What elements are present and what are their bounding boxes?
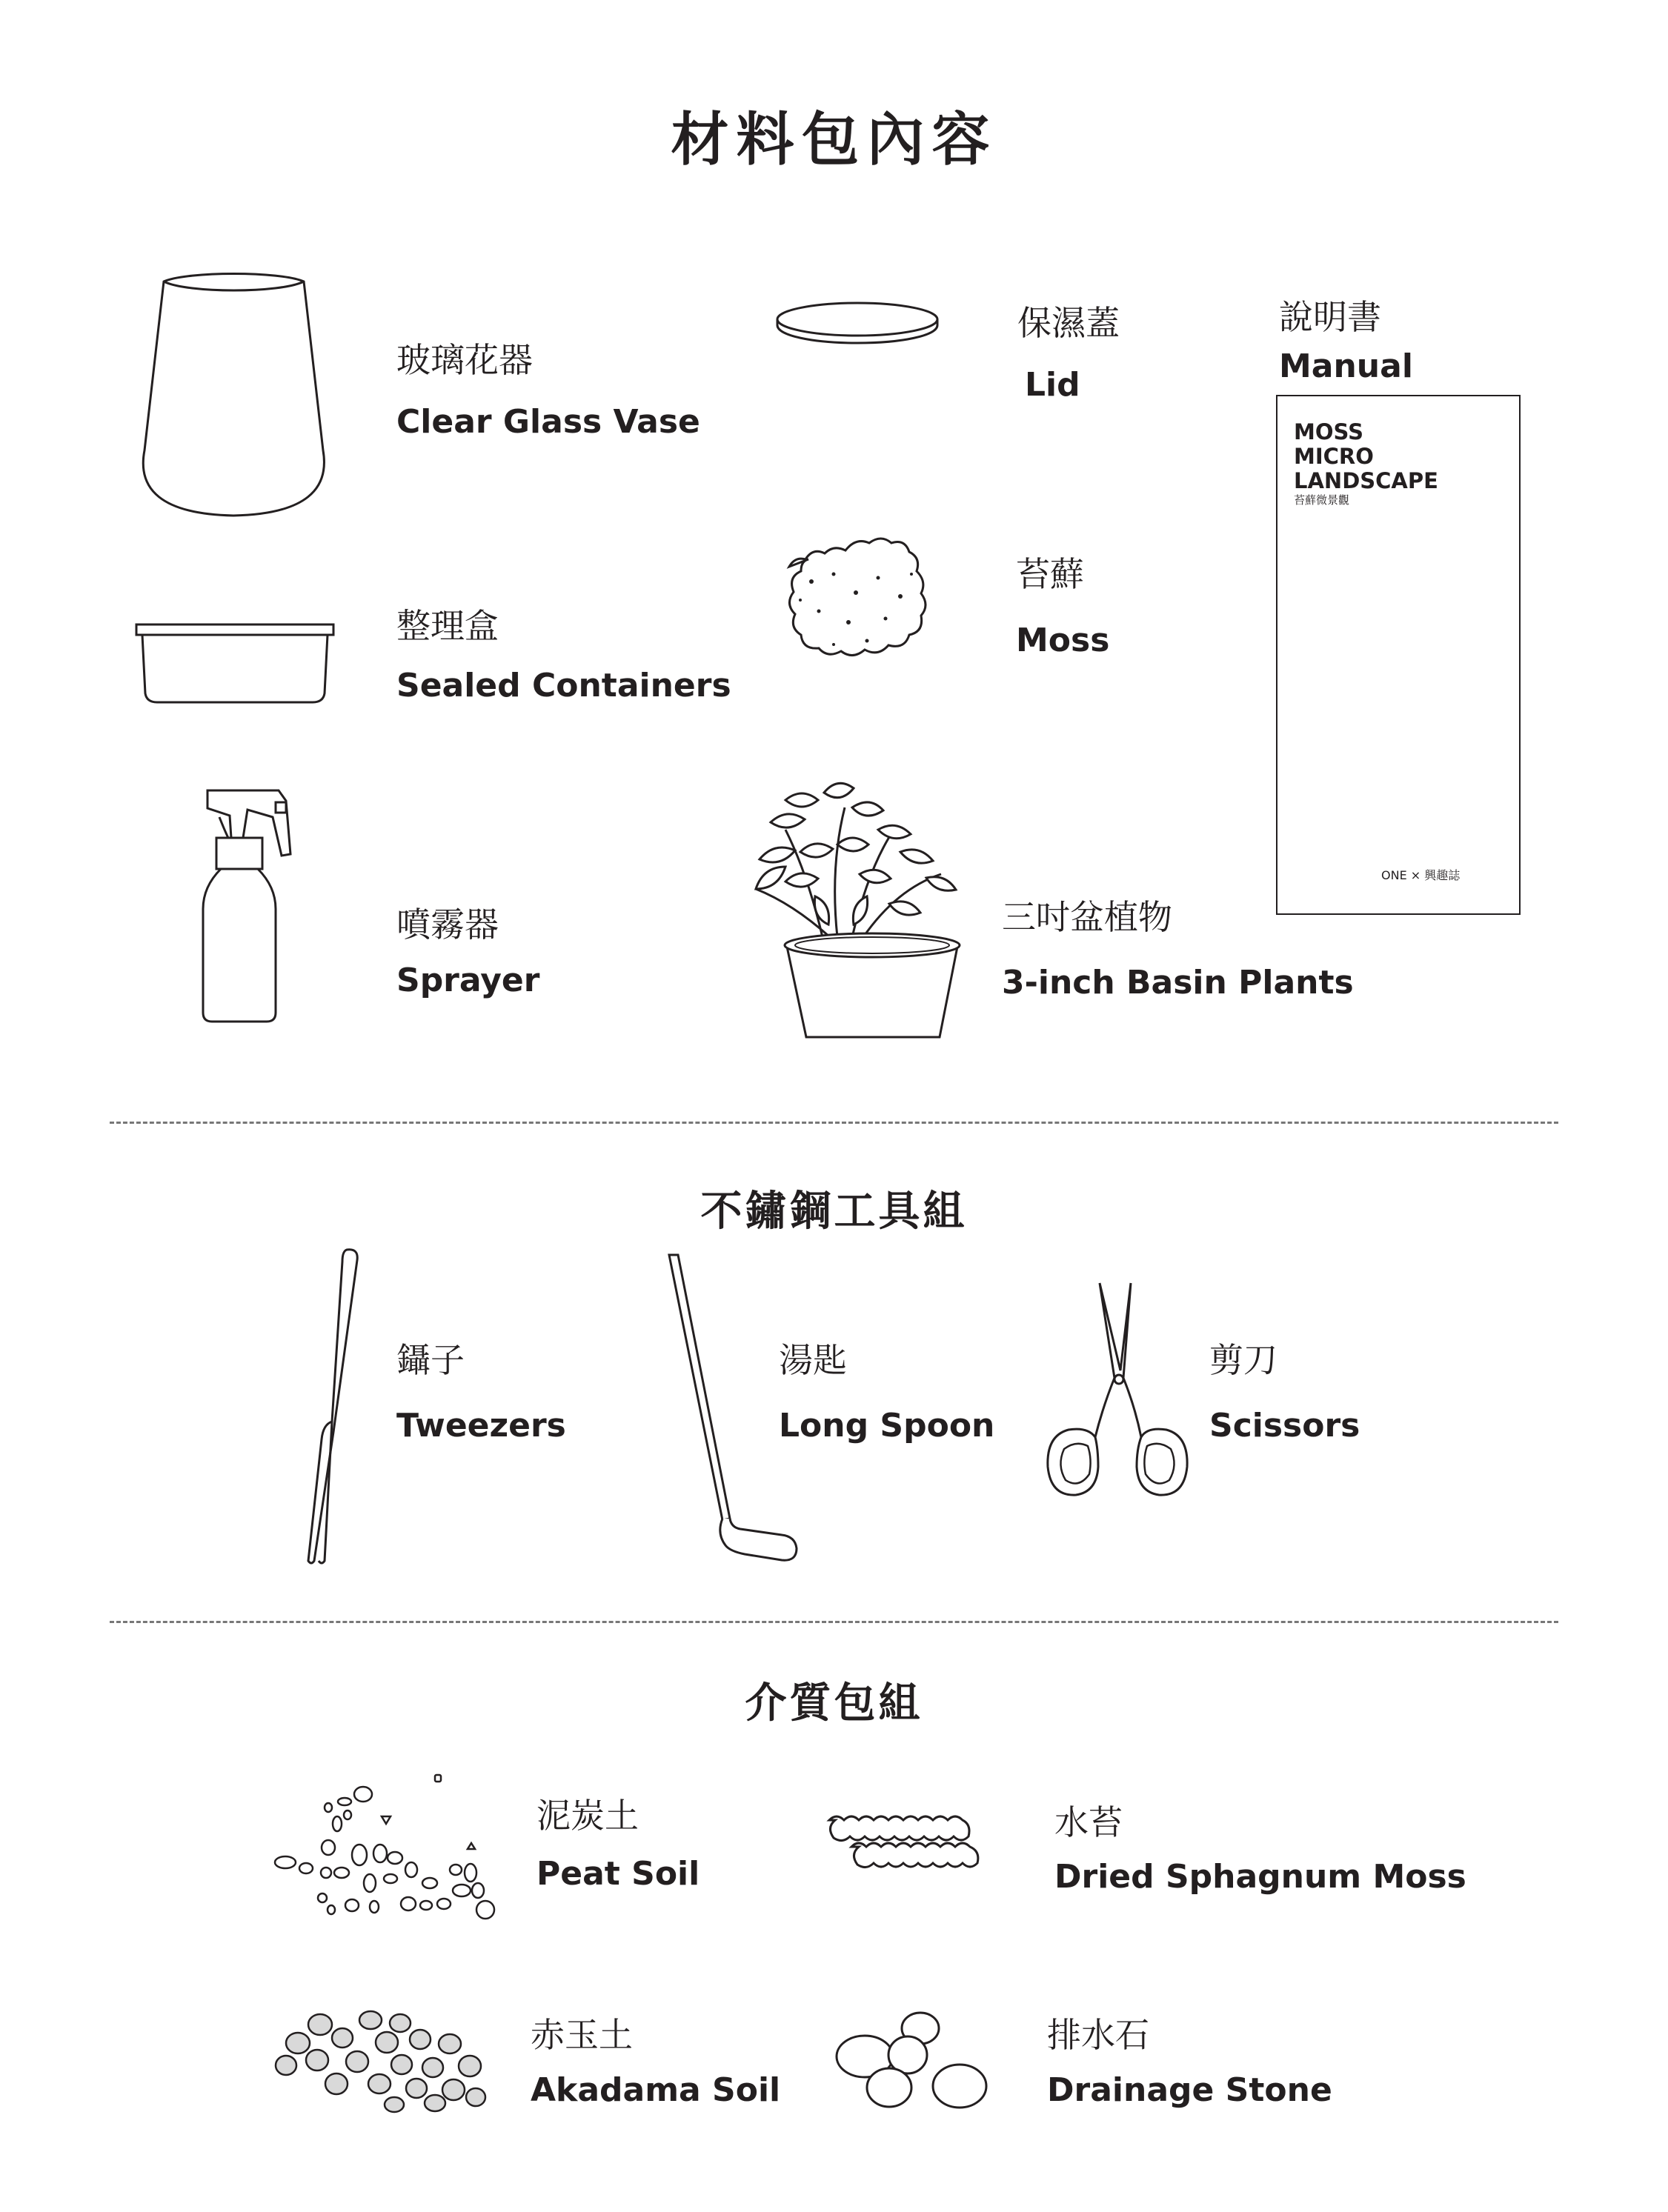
vase-label-zh: 玻璃花器: [396, 340, 533, 380]
plant-label-zh: 三吋盆植物: [1002, 897, 1172, 937]
akadama-label-en: Akadama Soil: [531, 2071, 781, 2109]
container-label-zh: 整理盒: [396, 606, 499, 646]
sphagnum-label-zh: 水苔: [1054, 1802, 1123, 1842]
tweezers-label-zh: 鑷子: [396, 1340, 465, 1380]
lid-label-en: Lid: [1025, 366, 1080, 404]
sprayer-label-zh: 噴霧器: [396, 905, 499, 945]
manual-cover-title: MOSS MICRO LANDSCAPE: [1294, 419, 1438, 493]
scissors-label-en: Scissors: [1209, 1407, 1360, 1445]
manual-cover-subtitle: 苔蘚微景觀: [1294, 493, 1350, 507]
sphagnum-moss-icon: [819, 1813, 997, 1878]
manual-booklet: [1276, 395, 1521, 915]
basin-plant-icon: [741, 778, 974, 1041]
peat-label-zh: 泥炭土: [536, 1796, 639, 1836]
manual-label-en: Manual: [1279, 347, 1413, 385]
glass-vase-icon: [143, 265, 325, 519]
peat-soil-icon: [270, 1772, 500, 1928]
media-heading: 介質包組: [745, 1679, 923, 1728]
vase-label-en: Clear Glass Vase: [396, 403, 700, 441]
tweezers-label-en: Tweezers: [396, 1407, 566, 1445]
drainage-label-zh: 排水石: [1047, 2015, 1149, 2055]
moss-icon: [767, 522, 945, 674]
section-divider: [110, 1122, 1558, 1124]
lid-label-zh: 保濕蓋: [1017, 303, 1120, 343]
plant-label-en: 3-inch Basin Plants: [1002, 964, 1354, 1002]
spoon-label-zh: 湯匙: [779, 1340, 847, 1380]
sealed-container-icon: [135, 621, 335, 706]
spoon-label-en: Long Spoon: [779, 1407, 995, 1445]
section-divider: [110, 1621, 1558, 1623]
page-title: 材料包內容: [671, 107, 997, 173]
sphagnum-label-en: Dried Sphagnum Moss: [1054, 1858, 1466, 1896]
moss-label-en: Moss: [1016, 622, 1110, 659]
tools-heading: 不鏽鋼工具組: [700, 1187, 968, 1236]
scissors-label-zh: 剪刀: [1209, 1340, 1277, 1380]
akadama-label-zh: 赤玉土: [531, 2015, 633, 2055]
manual-label-zh: 說明書: [1279, 297, 1381, 337]
moss-label-zh: 苔蘚: [1016, 554, 1084, 594]
tweezers-icon: [289, 1247, 371, 1565]
container-label-en: Sealed Containers: [396, 667, 731, 704]
scissors-icon: [1043, 1282, 1192, 1515]
sprayer-icon: [199, 787, 295, 1025]
drainage-stone-icon: [834, 2009, 993, 2113]
manual-brand-logo: ONE × 興趣誌: [1381, 868, 1461, 882]
lid-icon: [776, 300, 939, 346]
peat-label-en: Peat Soil: [536, 1855, 700, 1893]
sprayer-label-en: Sprayer: [396, 962, 540, 999]
drainage-label-en: Drainage Stone: [1047, 2071, 1332, 2109]
akadama-soil-icon: [276, 2010, 487, 2113]
